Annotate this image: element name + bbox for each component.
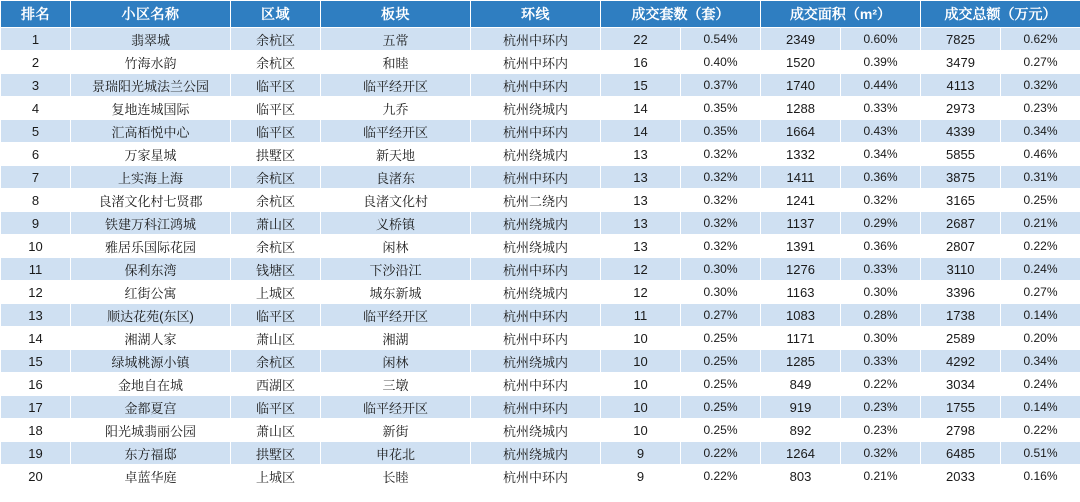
cell-name: 翡翠城 [71,28,231,51]
cell-amount-pct: 0.22% [1001,235,1080,258]
cell-name: 汇高栢悦中心 [71,120,231,143]
cell-block: 良渚文化村 [321,189,471,212]
cell-block: 五常 [321,28,471,51]
cell-name: 良渚文化村七贤郡 [71,189,231,212]
table-row[interactable] [1,442,1080,465]
cell-amount: 2687 [921,212,1001,235]
cell-region: 临平区 [231,120,321,143]
cell-rank: 4 [1,97,71,120]
cell-area: 919 [761,396,841,419]
cell-count-pct: 0.32% [681,212,761,235]
cell-region: 萧山区 [231,327,321,350]
cell-rank: 20 [1,465,71,488]
cell-count-pct: 0.32% [681,235,761,258]
table-row[interactable] [1,143,1080,166]
cell-block: 新街 [321,419,471,442]
cell-area: 1740 [761,74,841,97]
cell-area-pct: 0.28% [841,304,921,327]
cell-name: 复地连城国际 [71,97,231,120]
table-row[interactable] [1,51,1080,74]
cell-rank: 9 [1,212,71,235]
cell-block: 九乔 [321,97,471,120]
cell-block: 城东新城 [321,281,471,304]
cell-amount-pct: 0.32% [1001,74,1080,97]
cell-rank: 18 [1,419,71,442]
table-body [1,28,1080,488]
cell-name: 绿城桃源小镇 [71,350,231,373]
cell-region: 临平区 [231,97,321,120]
cell-count: 9 [601,465,681,488]
cell-rank: 14 [1,327,71,350]
cell-count: 15 [601,74,681,97]
cell-count-pct: 0.25% [681,373,761,396]
cell-region: 西湖区 [231,373,321,396]
cell-ring: 杭州绕城内 [471,235,601,258]
cell-count-pct: 0.25% [681,327,761,350]
cell-ring: 杭州中环内 [471,465,601,488]
cell-name: 金地自在城 [71,373,231,396]
cell-region: 临平区 [231,396,321,419]
cell-name: 湘湖人家 [71,327,231,350]
cell-ring: 杭州二绕内 [471,189,601,212]
cell-block: 和睦 [321,51,471,74]
cell-area-pct: 0.23% [841,396,921,419]
cell-ring: 杭州中环内 [471,304,601,327]
cell-block: 下沙沿江 [321,258,471,281]
cell-count-pct: 0.25% [681,350,761,373]
column-header-amount[interactable]: 成交总额（万元） [921,1,1080,28]
cell-block: 长睦 [321,465,471,488]
cell-count: 13 [601,189,681,212]
cell-rank: 1 [1,28,71,51]
cell-region: 上城区 [231,465,321,488]
cell-area: 803 [761,465,841,488]
cell-amount-pct: 0.14% [1001,396,1080,419]
cell-rank: 12 [1,281,71,304]
cell-block: 申花北 [321,442,471,465]
cell-count-pct: 0.25% [681,396,761,419]
cell-name: 顺达花苑(东区) [71,304,231,327]
cell-ring: 杭州绕城内 [471,442,601,465]
cell-area: 1664 [761,120,841,143]
cell-count: 14 [601,97,681,120]
cell-amount: 2973 [921,97,1001,120]
cell-amount-pct: 0.27% [1001,281,1080,304]
cell-count: 10 [601,350,681,373]
cell-name: 东方福邸 [71,442,231,465]
cell-area-pct: 0.34% [841,143,921,166]
cell-area-pct: 0.30% [841,281,921,304]
cell-area: 1288 [761,97,841,120]
cell-area: 1276 [761,258,841,281]
cell-rank: 17 [1,396,71,419]
cell-region: 临平区 [231,74,321,97]
cell-block: 临平经开区 [321,74,471,97]
column-header-name[interactable]: 小区名称 [71,1,231,28]
cell-area: 1137 [761,212,841,235]
cell-region: 萧山区 [231,419,321,442]
cell-name: 卓蓝华庭 [71,465,231,488]
cell-amount-pct: 0.27% [1001,51,1080,74]
cell-amount: 2589 [921,327,1001,350]
cell-block: 三墩 [321,373,471,396]
cell-count: 10 [601,396,681,419]
cell-area-pct: 0.29% [841,212,921,235]
cell-area-pct: 0.36% [841,166,921,189]
cell-amount-pct: 0.22% [1001,419,1080,442]
cell-ring: 杭州绕城内 [471,212,601,235]
table-row[interactable] [1,97,1080,120]
table-row[interactable] [1,189,1080,212]
cell-rank: 16 [1,373,71,396]
cell-count: 11 [601,304,681,327]
cell-count: 9 [601,442,681,465]
cell-amount: 3034 [921,373,1001,396]
cell-ring: 杭州绕城内 [471,97,601,120]
cell-name: 万家星城 [71,143,231,166]
cell-count-pct: 0.30% [681,258,761,281]
table-row[interactable] [1,327,1080,350]
cell-count-pct: 0.32% [681,143,761,166]
cell-area: 849 [761,373,841,396]
cell-area: 1411 [761,166,841,189]
cell-count: 10 [601,419,681,442]
cell-amount-pct: 0.24% [1001,373,1080,396]
cell-region: 余杭区 [231,51,321,74]
cell-ring: 杭州中环内 [471,166,601,189]
cell-area-pct: 0.30% [841,327,921,350]
cell-rank: 19 [1,442,71,465]
cell-region: 余杭区 [231,350,321,373]
cell-block: 闲林 [321,350,471,373]
cell-ring: 杭州中环内 [471,327,601,350]
cell-amount-pct: 0.21% [1001,212,1080,235]
cell-rank: 2 [1,51,71,74]
cell-area: 1520 [761,51,841,74]
column-header-count[interactable]: 成交套数（套） [601,1,761,28]
cell-rank: 13 [1,304,71,327]
cell-amount-pct: 0.20% [1001,327,1080,350]
cell-region: 萧山区 [231,212,321,235]
cell-area: 892 [761,419,841,442]
cell-count-pct: 0.54% [681,28,761,51]
cell-area-pct: 0.44% [841,74,921,97]
cell-area-pct: 0.39% [841,51,921,74]
table-row[interactable] [1,166,1080,189]
cell-area: 1391 [761,235,841,258]
cell-count: 13 [601,212,681,235]
cell-count-pct: 0.32% [681,189,761,212]
cell-amount-pct: 0.34% [1001,350,1080,373]
cell-count: 13 [601,143,681,166]
column-header-block[interactable]: 板块 [321,1,471,28]
cell-name: 雅居乐国际花园 [71,235,231,258]
cell-amount-pct: 0.25% [1001,189,1080,212]
table-row[interactable] [1,396,1080,419]
cell-amount-pct: 0.62% [1001,28,1080,51]
table-row[interactable] [1,28,1080,51]
cell-count-pct: 0.30% [681,281,761,304]
table-row[interactable] [1,74,1080,97]
cell-region: 拱墅区 [231,442,321,465]
table-row[interactable] [1,258,1080,281]
cell-rank: 11 [1,258,71,281]
cell-area-pct: 0.33% [841,97,921,120]
cell-count-pct: 0.37% [681,74,761,97]
column-header-rank[interactable]: 排名 [1,1,71,28]
cell-amount: 2033 [921,465,1001,488]
cell-rank: 15 [1,350,71,373]
cell-count-pct: 0.32% [681,166,761,189]
cell-amount: 1738 [921,304,1001,327]
cell-rank: 6 [1,143,71,166]
column-header-region[interactable]: 区域 [231,1,321,28]
cell-ring: 杭州绕城内 [471,419,601,442]
cell-block: 临平经开区 [321,304,471,327]
table-row[interactable] [1,304,1080,327]
cell-area-pct: 0.32% [841,442,921,465]
cell-amount-pct: 0.23% [1001,97,1080,120]
cell-block: 闲林 [321,235,471,258]
cell-amount-pct: 0.46% [1001,143,1080,166]
table-row[interactable] [1,373,1080,396]
table-row[interactable] [1,120,1080,143]
cell-rank: 8 [1,189,71,212]
cell-block: 良渚东 [321,166,471,189]
cell-block: 新天地 [321,143,471,166]
cell-count: 12 [601,281,681,304]
cell-amount: 4113 [921,74,1001,97]
cell-ring: 杭州中环内 [471,120,601,143]
cell-count-pct: 0.22% [681,442,761,465]
cell-amount: 5855 [921,143,1001,166]
cell-amount: 4339 [921,120,1001,143]
cell-ring: 杭州中环内 [471,396,601,419]
table-header [1,1,1080,28]
cell-count: 13 [601,235,681,258]
column-header-area[interactable]: 成交面积（m²） [761,1,921,28]
cell-region: 临平区 [231,304,321,327]
cell-rank: 10 [1,235,71,258]
cell-count: 13 [601,166,681,189]
cell-count-pct: 0.25% [681,419,761,442]
cell-area: 2349 [761,28,841,51]
table-row[interactable] [1,419,1080,442]
cell-name: 金都夏宫 [71,396,231,419]
cell-amount: 2798 [921,419,1001,442]
cell-name: 保利东湾 [71,258,231,281]
cell-count-pct: 0.40% [681,51,761,74]
cell-amount: 1755 [921,396,1001,419]
cell-count: 12 [601,258,681,281]
cell-count-pct: 0.35% [681,97,761,120]
cell-area: 1241 [761,189,841,212]
cell-area: 1171 [761,327,841,350]
cell-amount-pct: 0.14% [1001,304,1080,327]
table-row[interactable] [1,465,1080,488]
cell-name: 上实海上海 [71,166,231,189]
cell-amount-pct: 0.24% [1001,258,1080,281]
header-row [1,1,1080,28]
column-header-ring[interactable]: 环线 [471,1,601,28]
cell-amount: 3396 [921,281,1001,304]
cell-region: 钱塘区 [231,258,321,281]
cell-name: 红街公寓 [71,281,231,304]
cell-region: 余杭区 [231,235,321,258]
cell-area-pct: 0.60% [841,28,921,51]
cell-area: 1285 [761,350,841,373]
cell-region: 余杭区 [231,166,321,189]
cell-ring: 杭州中环内 [471,373,601,396]
cell-rank: 7 [1,166,71,189]
cell-ring: 杭州中环内 [471,28,601,51]
cell-count: 10 [601,373,681,396]
table-row[interactable] [1,212,1080,235]
table-row[interactable] [1,235,1080,258]
cell-block: 临平经开区 [321,120,471,143]
cell-count: 22 [601,28,681,51]
cell-area-pct: 0.43% [841,120,921,143]
cell-area-pct: 0.33% [841,350,921,373]
cell-area: 1264 [761,442,841,465]
cell-block: 湘湖 [321,327,471,350]
cell-area-pct: 0.21% [841,465,921,488]
table-row[interactable] [1,350,1080,373]
cell-amount: 3875 [921,166,1001,189]
cell-amount: 6485 [921,442,1001,465]
cell-area-pct: 0.23% [841,419,921,442]
cell-count-pct: 0.35% [681,120,761,143]
cell-ring: 杭州绕城内 [471,143,601,166]
cell-area: 1083 [761,304,841,327]
cell-amount: 7825 [921,28,1001,51]
cell-ring: 杭州中环内 [471,51,601,74]
cell-amount-pct: 0.16% [1001,465,1080,488]
cell-count-pct: 0.22% [681,465,761,488]
cell-area-pct: 0.32% [841,189,921,212]
cell-ring: 杭州绕城内 [471,350,601,373]
cell-area-pct: 0.36% [841,235,921,258]
cell-block: 义桥镇 [321,212,471,235]
cell-ring: 杭州绕城内 [471,281,601,304]
cell-region: 余杭区 [231,189,321,212]
cell-ring: 杭州中环内 [471,258,601,281]
cell-count-pct: 0.27% [681,304,761,327]
cell-amount: 4292 [921,350,1001,373]
cell-amount: 2807 [921,235,1001,258]
cell-area-pct: 0.22% [841,373,921,396]
cell-name: 竹海水韵 [71,51,231,74]
cell-amount: 3110 [921,258,1001,281]
cell-name: 铁建万科江鸿城 [71,212,231,235]
cell-block: 临平经开区 [321,396,471,419]
cell-area-pct: 0.33% [841,258,921,281]
cell-count: 14 [601,120,681,143]
cell-amount-pct: 0.31% [1001,166,1080,189]
cell-rank: 5 [1,120,71,143]
cell-amount: 3165 [921,189,1001,212]
cell-amount-pct: 0.51% [1001,442,1080,465]
cell-area: 1163 [761,281,841,304]
cell-region: 上城区 [231,281,321,304]
cell-count: 16 [601,51,681,74]
cell-ring: 杭州中环内 [471,74,601,97]
cell-amount: 3479 [921,51,1001,74]
cell-region: 余杭区 [231,28,321,51]
cell-region: 拱墅区 [231,143,321,166]
table-row[interactable] [1,281,1080,304]
cell-area: 1332 [761,143,841,166]
cell-name: 景瑞阳光城法兰公园 [71,74,231,97]
cell-count: 10 [601,327,681,350]
cell-rank: 3 [1,74,71,97]
cell-name: 阳光城翡丽公园 [71,419,231,442]
cell-amount-pct: 0.34% [1001,120,1080,143]
